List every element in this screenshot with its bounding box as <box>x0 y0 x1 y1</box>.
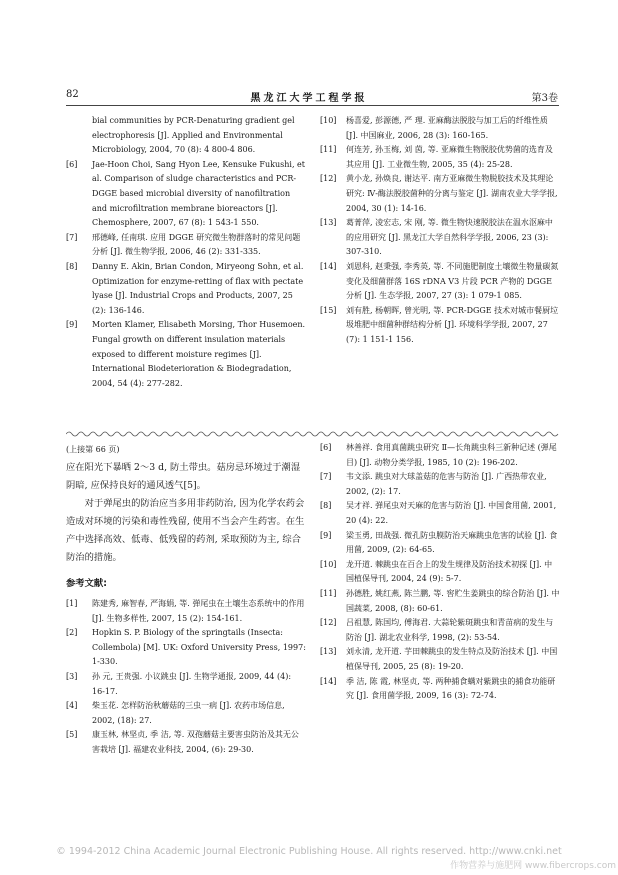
body-paragraph: 对于弹尾虫的防治应当多用非药防治, 因为化学农药会造成对环境的污染和毒性残留, 使用不当会产生药害。在生产中选择高效、低毒、低残留的药剂, 采取预防为主, 综合防治的措施。 <box>66 498 305 563</box>
wavy-section-divider <box>66 430 559 438</box>
journal-title: 黑龙江大学工程学报 <box>250 93 368 104</box>
reference-item: [2] Hopkin S. P. Biology of the springtails (Insecta: Collembola) [M]. UK: Oxford University Press, 1997: 1-330. <box>66 628 306 667</box>
lower-right-references <box>320 441 560 704</box>
top-left-references <box>66 114 306 391</box>
reference-item: [6] Jae-Hoon Choi, Sang Hyon Lee, Kensuke Fukushi, et al. Comparison of sludge characteristics and PCR-DGGE based microbial diversity of nanofiltration and microfiltration membrane bioreactors [J]. Chemosphere, 2007, 67 (8): 1 543-1 550. <box>66 159 305 228</box>
reference-item: [3] 孙 元, 王贵强. 小议跳虫 [J]. 生物学通报, 2009, 44 (4): 16-17. <box>66 671 292 696</box>
reference-item: [5] 康玉林, 林坚贞, 季 洁, 等. 双孢蘑菇主要害虫防治及其无公害栽培 [J]. 福建农业科技, 2004, (6): 29-30. <box>66 730 299 754</box>
volume-label: 第3卷 <box>531 93 558 104</box>
reference-item: [7] 邢德峰, 任南琪. 应用 DGGE 研究微生物群落时的常见问题分析 [J]. 微生物学报, 2006, 46 (2): 331-335. <box>66 232 301 257</box>
reference-item: [9] 梁玉勇, 田战强. 微孔防虫膜防治天麻跳虫危害的试验 [J]. 食用菌, 2009, (2): 64-65. <box>320 530 558 555</box>
reference-item: [9] Morten Klamer, Elisabeth Morsing, Thor Husemoen. Fungal growth on different insulation materials exposed to different moisture regimes [J]. International Biodeterioration & Biodegradation, 2004, 54 (4): 277-282. <box>66 320 306 388</box>
site-watermark: 作物营养与施肥网 www.fibercrops.com <box>450 861 616 871</box>
continued-from-note: (上接第 66 页) <box>66 445 120 454</box>
page-number: 82 <box>66 89 79 100</box>
reference-item: [7] 韦文添. 跳虫对大球盖菇的危害与防治 [J]. 广西热带农业, 2002, (2): 17. <box>320 472 547 496</box>
reference-item: bial communities by PCR-Denaturing gradient gel electrophoresis [J]. Applied and Environmental Microbiology, 2004, 70 (8): 4 800-4 806. <box>92 116 295 155</box>
reference-item: [10] 龙开道. 棘跳虫在百合上的发生规律及防治技术初探 [J]. 中国植保导刊, 2004, 24 (9): 5-7. <box>320 559 553 584</box>
body-paragraph: 应在阳光下暴晒 2～3 d, 防土带虫。菇房忌环境过于潮湿阴暗, 应保持良好的通风透气[5]。 <box>66 462 301 491</box>
reference-item: [4] 柴玉花. 怎样防治秋蘑菇的三虫一病 [J]. 农药市场信息, 2002, (18): 27. <box>66 701 285 725</box>
reference-item: [10] 杨喜爱, 彭源德, 严 理. 亚麻酶法脱胶与加工后的纤维性质 [J]. 中国麻业, 2006, 28 (3): 160-165. <box>320 116 548 140</box>
lower-left-column <box>66 441 306 758</box>
reference-item: [13] 葛菁萍, 凌宏志, 宋 刚, 等. 微生物快速脱胶法在温水沤麻中的应用研究 [J]. 黑龙江大学自然科学学报, 2006, 23 (3): 307-310. <box>320 218 553 257</box>
reference-item: [12] 吕祖慧, 陈国均, 傅海君. 大蒜轮紫斑跳虫和青苗病的发生与防治 [J]. 湖北农业科学, 1998, (2): 53-54. <box>320 618 554 642</box>
reference-item: [6] 林善祥. 食用真菌跳虫研究 Ⅱ—长角跳虫科三新种记述 (弹尾目) [J]. 动物分类学报, 1985, 10 (2): 196-202. <box>320 443 557 467</box>
references-heading: 参考文献: <box>66 578 107 589</box>
reference-item: [13] 刘永清, 龙开道. 芋田棘跳虫的发生特点及防治技术 [J]. 中国植保导刊, 2005, 25 (8): 19-20. <box>320 647 558 671</box>
header-rule <box>66 105 559 106</box>
top-right-references <box>320 114 560 348</box>
reference-item: [15] 刘有胜, 杨朝晖, 曾光明, 等. PCR-DGGE 技术对城市餐厨垃圾堆肥中细菌种群结构分析 [J]. 环境科学学报, 2007, 27 (7): 1 151-1 156. <box>320 305 559 344</box>
reference-item: [8] 吴才祥. 弹尾虫对天麻的危害与防治 [J]. 中国食用菌, 2001, 20 (4): 22. <box>320 501 557 525</box>
reference-item: [14] 刘恩科, 赵秉强, 李秀英, 等. 不同施肥制度土壤微生物量碳氮变化及细菌群落 16S rDNA V3 片段 PCR 产物的 DGGE 分析 [J]. 生态学报, 2007, 27 (3): 1 079-1 085. <box>320 261 559 301</box>
reference-item: [11] 孙德胜, 姚红燕, 陈兰鹏, 等. 窖贮生姜跳虫的综合防治 [J]. 中国蔬菜, 2008, (8): 60-61. <box>320 588 560 613</box>
copyright-footer: © 1994-2012 China Academic Journal Electronic Publishing House. All rights reserved. http://www.cnki.net <box>56 846 562 857</box>
reference-item: [11] 何连芳, 孙玉梅, 刘 茵, 等. 亚麻微生物脱胶优势菌的选育及其应用 [J]. 工业微生物, 2005, 35 (4): 25-28. <box>320 145 553 169</box>
reference-item: [14] 季 洁, 陈 霞, 林坚贞, 等. 两种捕食螨对紫跳虫的捕食功能研究 [J]. 食用菌学报, 2009, 16 (3): 72-74. <box>320 676 556 701</box>
reference-item: [8] Danny E. Akin, Brian Condon, Miryeong Sohn, et al. Optimization for enzyme-retting of flax with pectate lyase [J]. Industrial Crops and Products, 2007, 25 (2): 136-146. <box>66 261 304 315</box>
reference-item: [12] 黄小龙, 孙焕良, 谢达平. 南方亚麻微生物脱胶技术及其理论研究: Ⅳ-酶法脱胶菌种的分离与鉴定 [J]. 湖南农业大学学报, 2004, 30 (1): 14-16. <box>320 174 558 213</box>
lower-left-references <box>66 597 306 758</box>
reference-item: [1] 陈建秀, 麻智春, 严海娟, 等. 弹尾虫在土壤生态系统中的作用 [J]. 生物多样性, 2007, 15 (2): 154-161. <box>66 599 305 623</box>
